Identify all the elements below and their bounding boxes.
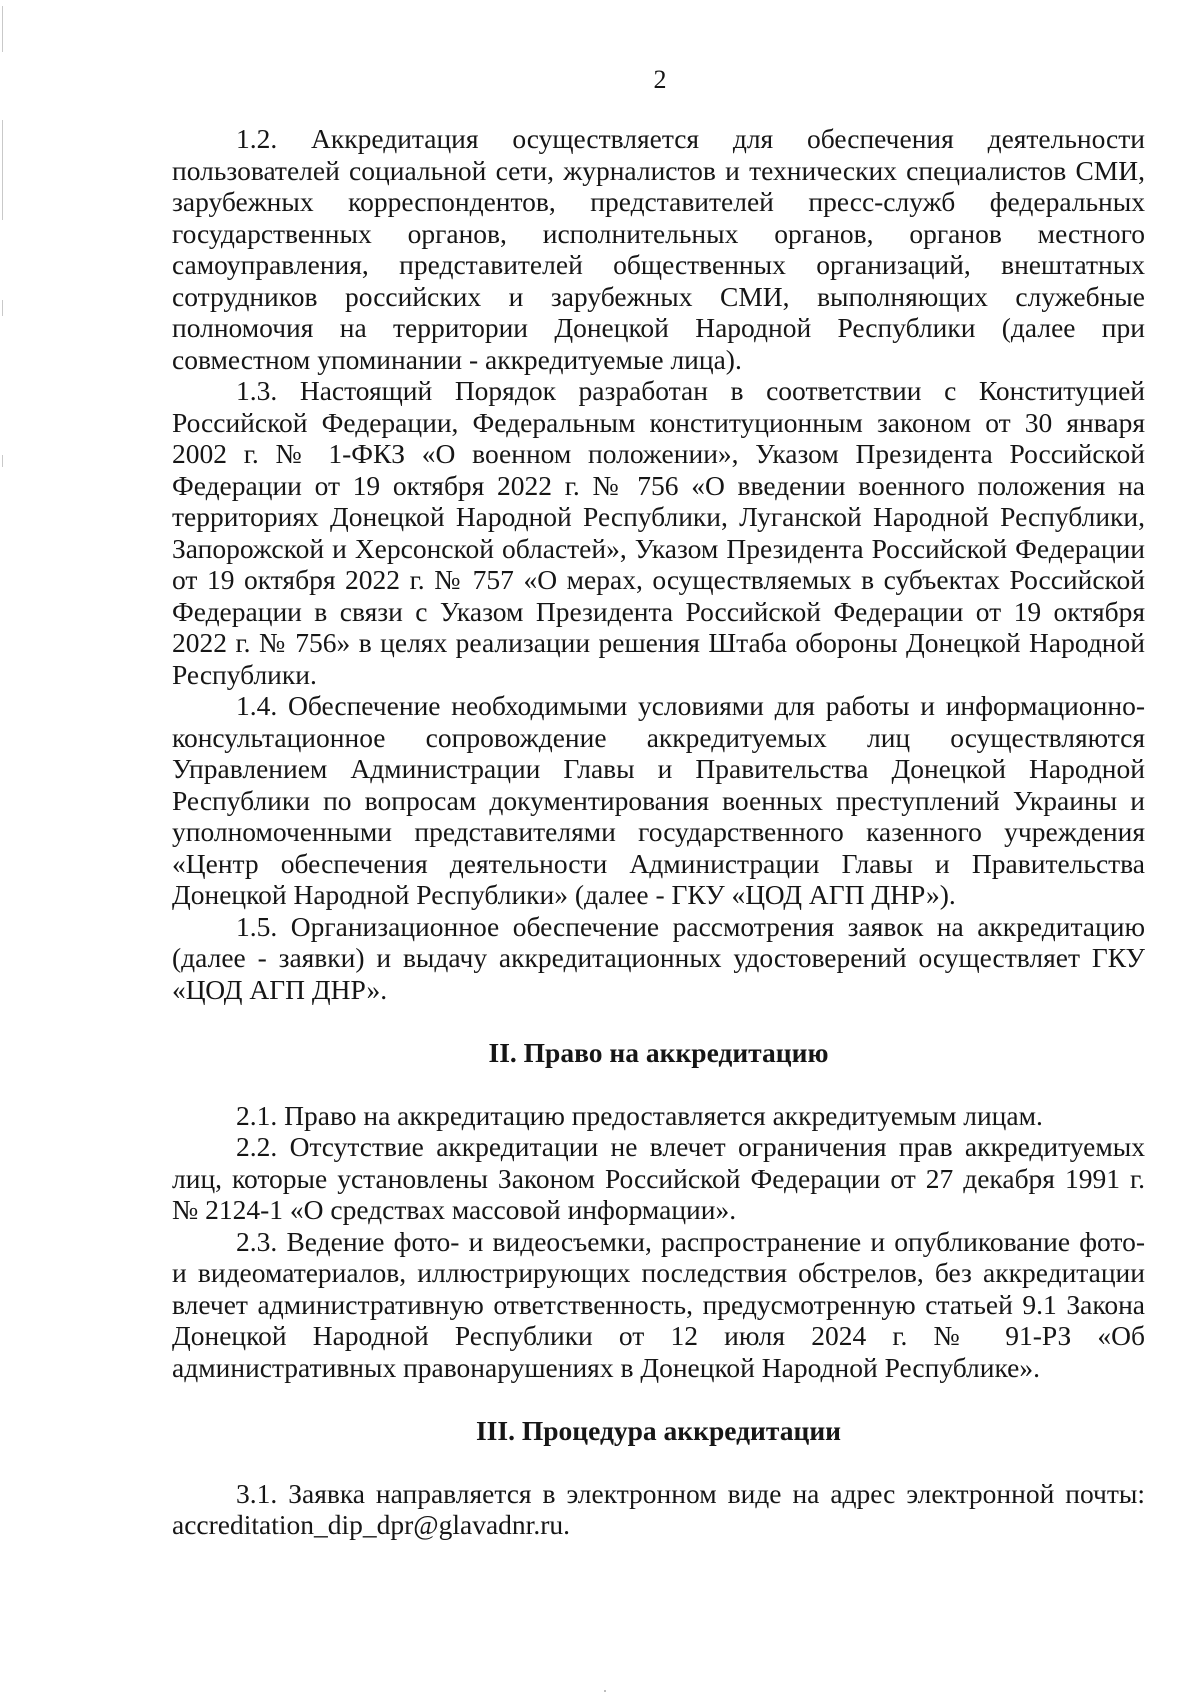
paragraph-2-1: 2.1. Право на аккредитацию предоставляется аккредитуемым лицам. [236, 1099, 1043, 1131]
paragraph-2-3: 2.3. Ведение фото- и видеосъемки, распространение и опубликование фото- и видеоматериалов, иллюстрирующих последствия обстрелов, без аккредитации влечет административную ответственность, предусмотренную статьей 9.1 Закона Донецкой Народной Республики от 12 июля 2024 г. № 91-РЗ «Об административных правонарушениях в Донецкой Народной Республике». [172, 1225, 1145, 1383]
scan-edge-mark [2, 300, 3, 316]
page-number: 2 [653, 65, 667, 94]
scan-edge-mark [2, 455, 3, 467]
section-heading-2: II. Право на аккредитацию [488, 1036, 829, 1068]
paragraph-1-5: 1.5. Организационное обеспечение рассмотрения заявок на аккредитацию (далее - заявки) и выдачу аккредитационных удостоверений осуществляет ГКУ «ЦОД АГП ДНР». [172, 910, 1145, 1005]
paragraph-3-1: 3.1. Заявка направляется в электронном виде на адрес электронной почты: accreditation_dip_dpr@glavadnr.ru. [172, 1477, 1145, 1540]
section-heading-3: III. Процедура аккредитации [475, 1414, 842, 1446]
paragraph-1-4: 1.4. Обеспечение необходимыми условиями для работы и информационно-консультационное сопровождение аккредитуемых лиц осуществляются Управлением Администрации Главы и Правительства Донецкой Народной Республики по вопросам документирования военных преступлений Украины и уполномоченными представителями государственного казенного учреждения «Центр обеспечения деятельности Администрации Главы и Правительства Донецкой Народной Республики» (далее - ГКУ «ЦОД АГП ДНР»). [172, 690, 1145, 910]
scan-speck [604, 1690, 606, 1692]
paragraph-1-3: 1.3. Настоящий Порядок разработан в соответствии с Конституцией Российской Федерации, Федеральным конституционным законом от 30 января 2002 г. № 1-ФКЗ «О военном положении», Указом Президента Российской Федерации от 19 октября 2022 г. № 756 «О введении военного положения на территориях Донецкой Народной Республики, Луганской Народной Республики, Запорожской и Херсонской областей», Указом Президента Российской Федерации от 19 октября 2022 г. № 757 «О мерах, осуществляемых в субъектах Российской Федерации в связи с Указом Президента Российской Федерации от 19 октября 2022 г. № 756» в целях реализации решения Штаба обороны Донецкой Народной Республики. [172, 375, 1145, 690]
paragraph-2-2: 2.2. Отсутствие аккредитации не влечет ограничения прав аккредитуемых лиц, которые установлены Законом Российской Федерации от 27 декабря 1991 г. № 2124-1 «О средствах массовой информации». [172, 1131, 1145, 1225]
paragraph-1-2: 1.2. Аккредитация осуществляется для обеспечения деятельности пользователей социальной сети, журналистов и технических специалистов СМИ, зарубежных корреспондентов, представителей пресс-служб федеральных государственных органов, исполнительных органов, органов местного самоуправления, представителей общественных организаций, внештатных сотрудников российских и зарубежных СМИ, выполняющих служебные полномочия на территории Донецкой Народной Республики (далее при совместном упоминании - аккредитуемые лица). [172, 123, 1145, 375]
scan-edge-mark [2, 6, 3, 52]
scan-edge-mark [2, 120, 3, 220]
document-body [172, 123, 1145, 1541]
